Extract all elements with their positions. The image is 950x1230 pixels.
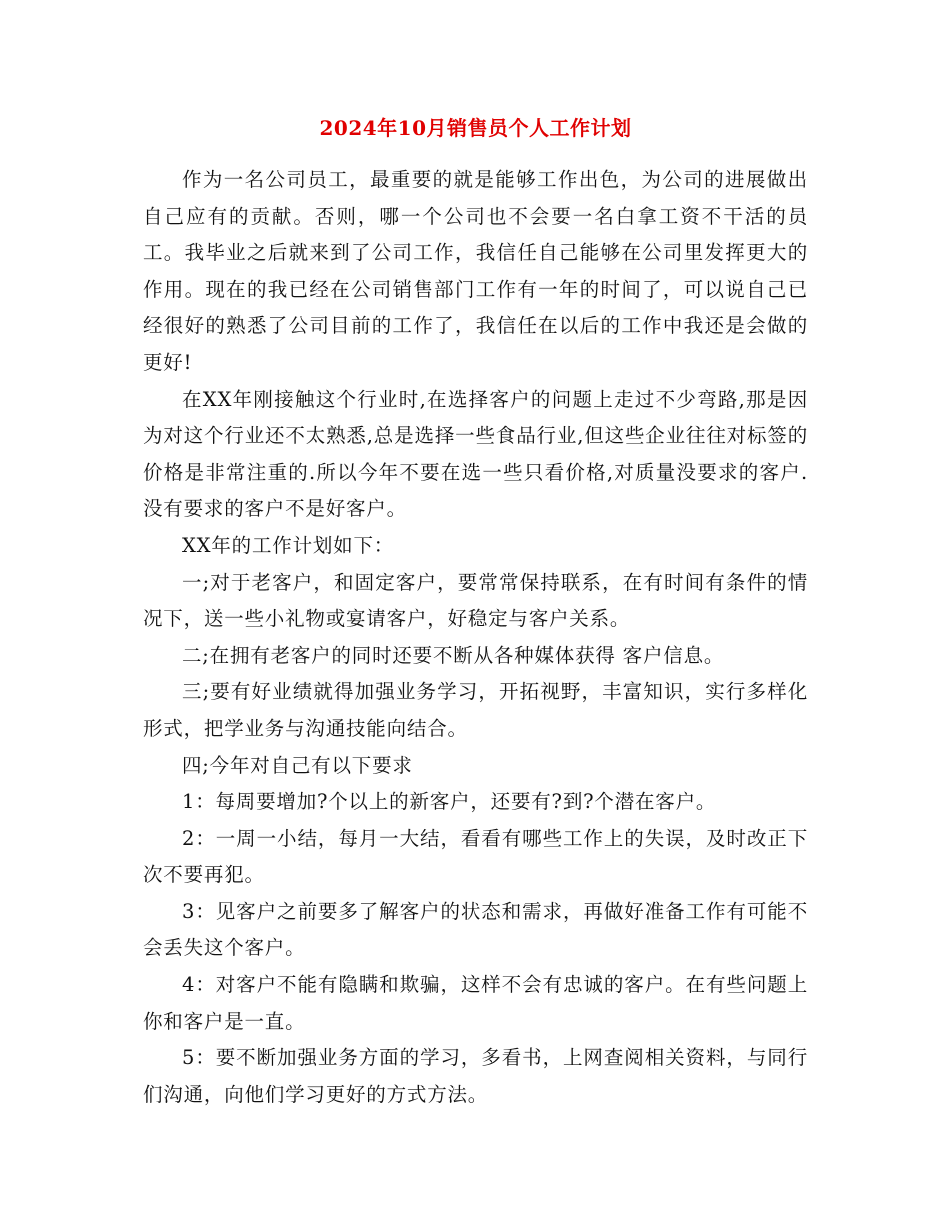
paragraph-plan-item-4: 四;今年对自己有以下要求 <box>182 753 413 777</box>
document-page <box>143 112 808 1113</box>
paragraph-requirement-5: 5：要不断加强业务方面的学习，多看书，上网查阅相关资料，与同行们沟通，向他们学习更好的方式方法。 <box>143 1046 808 1106</box>
paragraph-plan-item-2: 二;在拥有老客户的同时还要不断从各种媒体获得 客户信息。 <box>182 643 725 667</box>
document-title: 2024年10月销售员个人工作计划 <box>319 116 632 140</box>
paragraph-plan-item-1: 一;对于老客户，和固定客户，要常常保持联系，在有时间有条件的情况下，送一些小礼物或宴请客户，好稳定与客户关系。 <box>143 570 808 631</box>
paragraph-requirement-2: 2：一周一小结，每月一大结，看看有哪些工作上的失误，及时改正下次不要再犯。 <box>143 826 808 887</box>
paragraph-intro: 作为一名公司员工，最重要的就是能够工作出色，为公司的进展做出自己应有的贡献。否则，哪一个公司也不会要一名白拿工资不干活的员工。我毕业之后就来到了公司工作，我信任自己能够在公司里发挥更大的作用。现在的我已经在公司销售部门工作有一年的时间了，可以说自己已经很好的熟悉了公司目前的工作了，我信任在以后的工作中我还是会做的更好! <box>143 168 808 374</box>
paragraph-plan-heading: XX年的工作计划如下： <box>182 533 395 557</box>
paragraph-requirement-4: 4：对客户不能有隐瞒和欺骗，这样不会有忠诚的客户。在有些问题上你和客户是一直。 <box>143 973 808 1033</box>
paragraph-background: 在XX年刚接触这个行业时,在选择客户的问题上走过不少弯路,那是因为对这个行业还不太熟悉,总是选择一些食品行业,但这些企业往往对标签的价格是非常注重的.所以今年不要在选一些只看价格,对质量没要求的客户.没有要求的客户不是好客户。 <box>143 387 808 521</box>
paragraph-plan-item-3: 三;要有好业绩就得加强业务学习，开拓视野，丰富知识，实行多样化形式，把学业务与沟通技能向结合。 <box>143 680 808 740</box>
paragraph-requirement-3: 3：见客户之前要多了解客户的状态和需求，再做好准备工作有可能不会丢失这个客户。 <box>143 899 808 960</box>
paragraph-requirement-1: 1：每周要增加?个以上的新客户，还要有?到?个潜在客户。 <box>182 790 717 814</box>
